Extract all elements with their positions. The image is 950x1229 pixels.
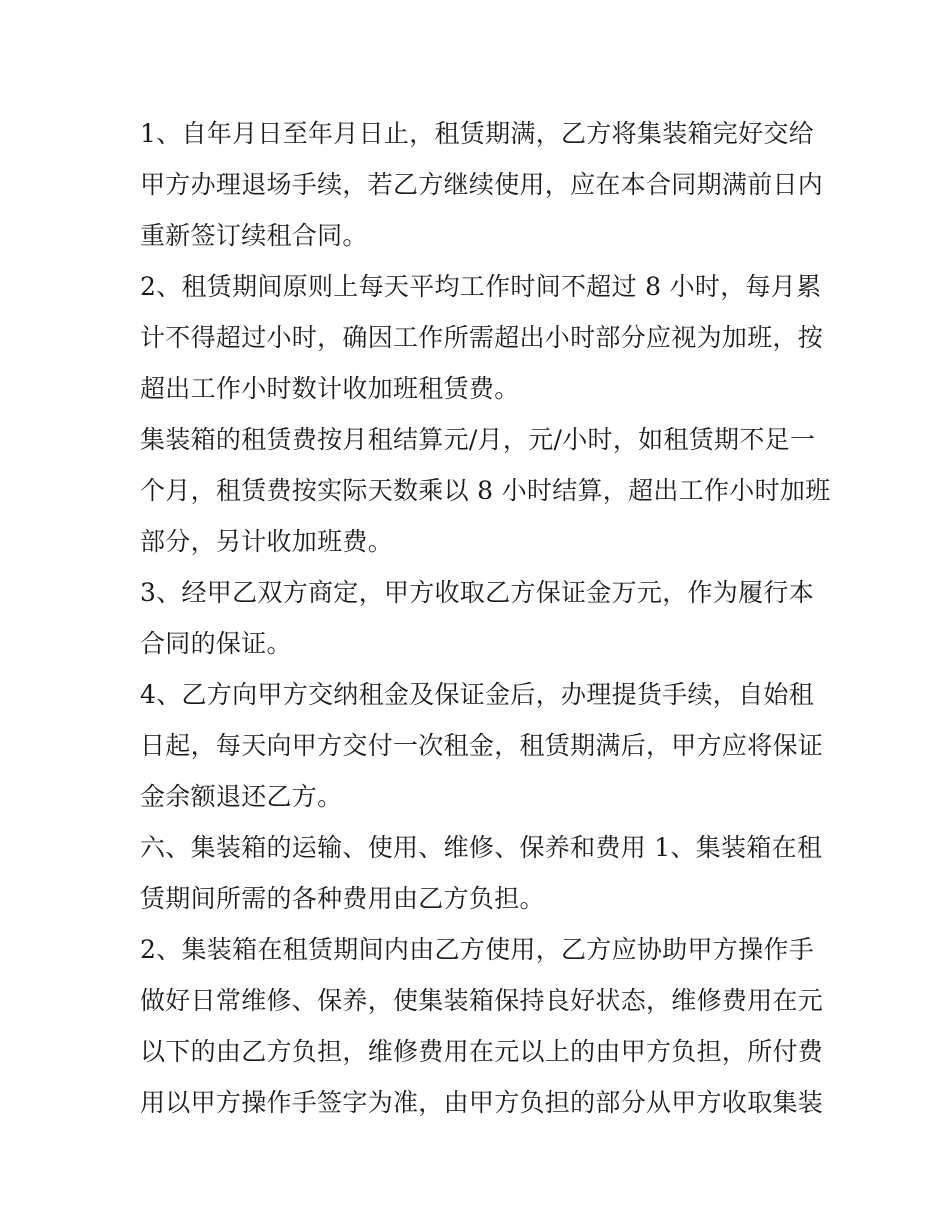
- text-line: 甲方办理退场手续，若乙方继续使用，应在本合同期满前日内: [140, 170, 824, 199]
- text-line: 金余额退还乙方。: [140, 782, 343, 811]
- text-line: 个月，租赁费按实际天数乘以 8 小时结算，超出工作小时加班: [140, 476, 831, 505]
- text-line: 集装箱的租赁费按月租结算元/月，元/小时，如租赁期不足一: [140, 425, 816, 454]
- text-line: 4、乙方向甲方交纳租金及保证金后，办理提货手续，自始租: [140, 680, 815, 709]
- text-line: 超出工作小时数计收加班租赁费。: [140, 374, 520, 403]
- text-line: 六、集装箱的运输、使用、维修、保养和费用 1、集装箱在租: [140, 833, 823, 862]
- text-line: 重新签订续租合同。: [140, 221, 368, 250]
- text-line: 做好日常维修、保养，使集装箱保持良好状态，维修费用在元: [140, 986, 824, 1015]
- text-line: 用以甲方操作手签字为准，由甲方负担的部分从甲方收取集装: [140, 1088, 824, 1117]
- text-line: 2、租赁期间原则上每天平均工作时间不超过 8 小时，每月累: [140, 272, 822, 301]
- text-line: 3、经甲乙双方商定，甲方收取乙方保证金万元，作为履行本: [140, 578, 815, 607]
- document-body: [140, 108, 831, 1128]
- text-line: 日起，每天向甲方交付一次租金，租赁期满后，甲方应将保证: [140, 731, 824, 760]
- text-line: 计不得超过小时，确因工作所需超出小时部分应视为加班，按: [140, 323, 824, 352]
- text-line: 部分，另计收加班费。: [140, 527, 394, 556]
- text-line: 2、集装箱在租赁期间内由乙方使用，乙方应协助甲方操作手: [140, 935, 815, 964]
- text-line: 合同的保证。: [140, 629, 292, 658]
- text-line: 以下的由乙方负担，维修费用在元以上的由甲方负担，所付费: [140, 1037, 824, 1066]
- text-line: 赁期间所需的各种费用由乙方负担。: [140, 884, 545, 913]
- text-line: 1、自年月日至年月日止，租赁期满，乙方将集装箱完好交给: [140, 119, 815, 148]
